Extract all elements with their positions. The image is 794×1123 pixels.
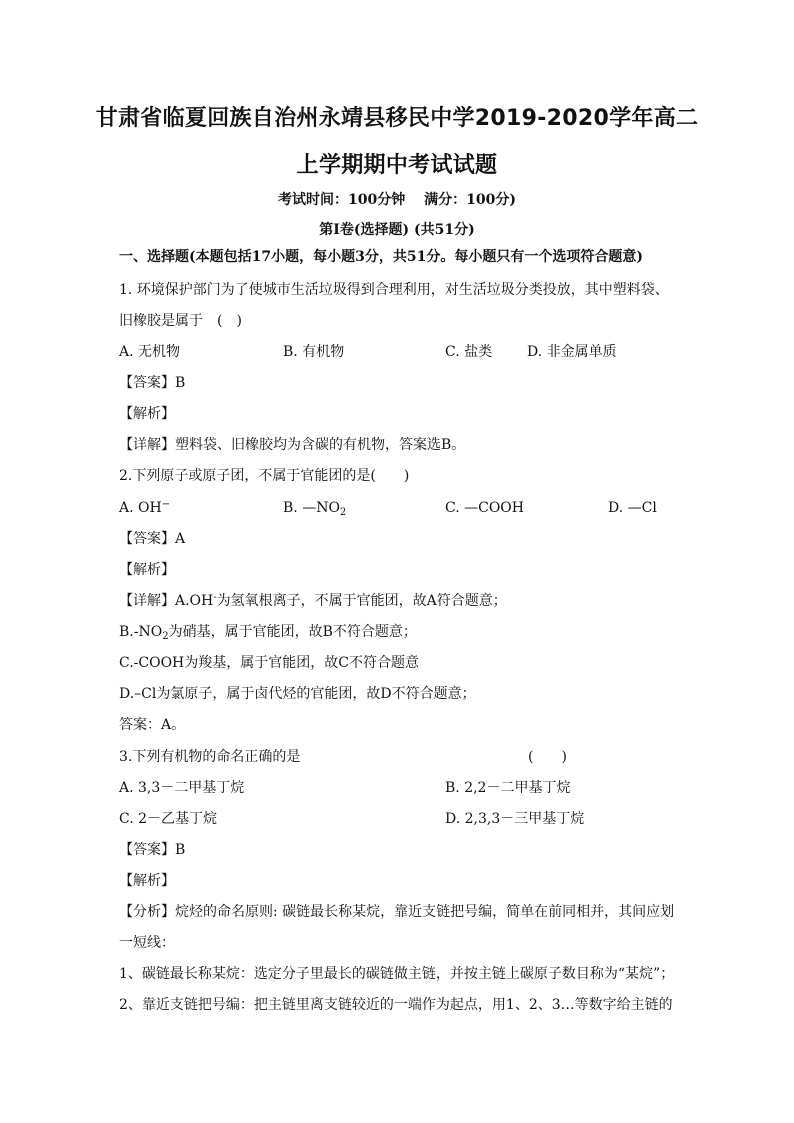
q1-analysis-label: 【解析】 (119, 406, 175, 422)
q2-option-c: C. —COOH (445, 500, 524, 516)
q3-answer-bracket: ( ) (528, 749, 567, 765)
q2-detail-b: $B.-NO_2$为硝基，属于官能团，故B不符合题意； (119, 624, 417, 642)
q3-stem: 3.下列有机物的命名正确的是 (119, 749, 301, 765)
q3-option-d: D. 2,3,3－三甲基丁烷 (445, 811, 585, 827)
volume-heading: 第Ⅰ卷(选择题) (共51分) (319, 222, 475, 238)
q1-answer: 【答案】B (119, 375, 186, 391)
q1-option-a: A. 无机物 (119, 344, 181, 360)
q2-stem: 2.下列原子或原子团，不属于官能团的是( ) (119, 468, 410, 484)
q3-option-b: B. 2,2－二甲基丁烷 (445, 780, 571, 796)
q3-analysis-label: 【解析】 (119, 873, 175, 889)
q1-stem-line2: 旧橡胶是属于 ( ) (119, 313, 242, 329)
q3-answer: 【答案】B (119, 842, 186, 858)
q3-rule2: 2、靠近支链把号编：把主链里离支链较近的一端作为起点，用1、2、3…等数字给主链的 (119, 997, 673, 1013)
q2-detail-a: 【详解】A.OH-为氢氧根离子，不属于官能团，故A符合题意； (119, 592, 507, 609)
q2-option-a: A. OH− (119, 499, 171, 516)
q1-option-c: C. 盐类 (445, 344, 493, 360)
q3-rule1: 1、碳链最长称某烷：选定分子里最长的碳链做主链，并按主链上碳原子数目称为“某烷”； (119, 966, 675, 982)
section-heading: 一、选择题(本题包括17小题，每小题3分，共51分。每小题只有一个选项符合题意) (119, 249, 643, 265)
q2-answer: 【答案】A (119, 531, 186, 547)
q2-analysis-label: 【解析】 (119, 562, 175, 578)
q1-stem-line1: 1. 环境保护部门为了使城市生活垃圾得到合理利用，对生活垃圾分类投放，其中塑料袋、 (119, 282, 669, 298)
exam-info: 考试时间：100分钟 满分：100分) (278, 192, 516, 208)
q3-analysis-line1: 【分析】烷烃的命名原则: 碳链最长称某烷，靠近支链把号编，简单在前同相并，其间应划 (119, 904, 675, 920)
q1-detail: 【详解】塑料袋、旧橡胶均为含碳的有机物，答案选B。 (119, 437, 466, 453)
q3-option-a: A. 3,3－二甲基丁烷 (119, 780, 245, 796)
q1-option-b: B. 有机物 (283, 344, 345, 360)
q3-analysis-line2: 一短线： (119, 935, 175, 951)
document-title-line1: 甘肃省临夏回族自治州永靖县移民中学2019-2020学年高二 (95, 106, 699, 131)
q2-detail-d: D.–Cl为氯原子，属于卤代烃的官能团，故D不符合题意； (119, 686, 476, 702)
q1-option-d: D. 非金属单质 (527, 344, 617, 360)
q2-option-b: B. $—NO_2$ (283, 500, 347, 518)
q2-detail-c: C.-COOH为羧基，属于官能团，故C不符合题意 (119, 655, 419, 671)
document-title-line2: 上学期期中考试试题 (296, 153, 498, 178)
q2-option-d: D. —Cl (608, 500, 657, 516)
q3-option-c: C. 2－乙基丁烷 (119, 811, 218, 827)
q2-conclusion: 答案：A。 (119, 717, 186, 733)
